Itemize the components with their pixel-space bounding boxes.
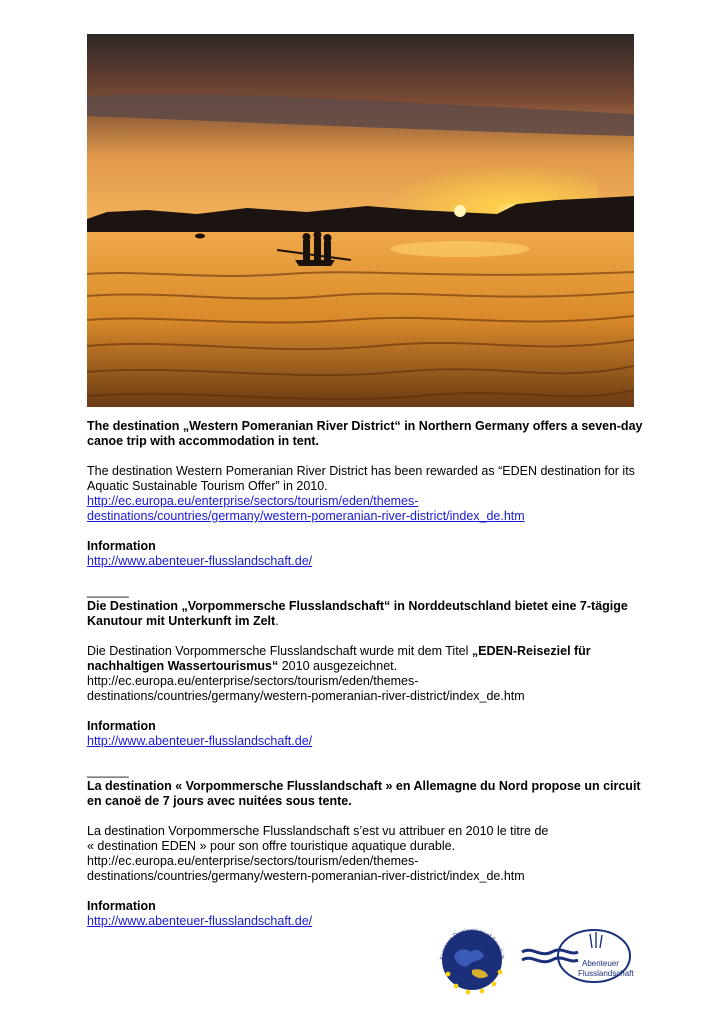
- eden-ring-text: European Destinations of ExcelleN: [438, 926, 506, 961]
- link-eden-en-2[interactable]: destinations/countries/germany/western-pomeranian-river-district/index_de.htm: [87, 509, 525, 523]
- heading-en: The destination „Western Pomeranian River District“ in Northern Germany offers a seven-day canoe trip with accommodation in tent.: [87, 419, 643, 448]
- info-link-en[interactable]: http://www.abenteuer-flusslandschaft.de/: [87, 554, 313, 568]
- separator-1: ______: [87, 584, 129, 598]
- body-de-bold: „EDEN-Reiseziel für nachhaltigen Wassertourismus“: [87, 644, 591, 673]
- eden-logo: [432, 918, 512, 998]
- heading-fr: La destination « Vorpommersche Flusslandschaft » en Allemagne du Nord propose un circuit en canoë de 7 jours avec nuitées sous tente.: [87, 779, 641, 808]
- document-body: [87, 419, 647, 929]
- info-label-en: Information: [87, 539, 156, 553]
- url-de-1: http://ec.europa.eu/enterprise/sectors/tourism/eden/themes-: [87, 674, 419, 688]
- info-label-fr: Information: [87, 899, 156, 913]
- heading-de-end: .: [275, 614, 279, 628]
- body-en: The destination Western Pomeranian River District has been rewarded as “EDEN destination for its Aquatic Sustainable Tourism Offer” in 2010.: [87, 464, 635, 493]
- af-line2: Flusslandschaft: [578, 969, 634, 978]
- body-fr-1: La destination Vorpommersche Flusslandschaft s’est vu attribuer en 2010 le titre de: [87, 824, 549, 838]
- sunset-canoe-photo: [87, 34, 634, 407]
- body-de-pre: Die Destination Vorpommersche Flusslandschaft wurde mit dem Titel: [87, 644, 472, 658]
- separator-2: ______: [87, 764, 129, 778]
- url-fr-1: http://ec.europa.eu/enterprise/sectors/tourism/eden/themes-: [87, 854, 419, 868]
- body-de: [87, 644, 647, 674]
- url-de-2: destinations/countries/germany/western-pomeranian-river-district/index_de.htm: [87, 689, 525, 703]
- abenteuer-flusslandschaft-logo: [518, 926, 634, 988]
- info-link-fr[interactable]: http://www.abenteuer-flusslandschaft.de/: [87, 914, 313, 928]
- body-fr-2: « destination EDEN » pour son offre touristique aquatique durable.: [87, 839, 456, 853]
- af-line1: Abenteuer: [582, 959, 619, 968]
- url-fr-2: destinations/countries/germany/western-pomeranian-river-district/index_de.htm: [87, 869, 525, 883]
- body-de-post: 2010 ausgezeichnet.: [278, 659, 398, 673]
- link-eden-en-1[interactable]: http://ec.europa.eu/enterprise/sectors/tourism/eden/themes-: [87, 494, 419, 508]
- heading-de: [87, 599, 647, 629]
- heading-de-text: Die Destination „Vorpommersche Flusslandschaft“ in Norddeutschland bietet eine 7-tägige Kanutour mit Unterkunft im Zelt: [87, 599, 628, 628]
- info-link-de[interactable]: http://www.abenteuer-flusslandschaft.de/: [87, 734, 313, 748]
- info-label-de: Information: [87, 719, 156, 733]
